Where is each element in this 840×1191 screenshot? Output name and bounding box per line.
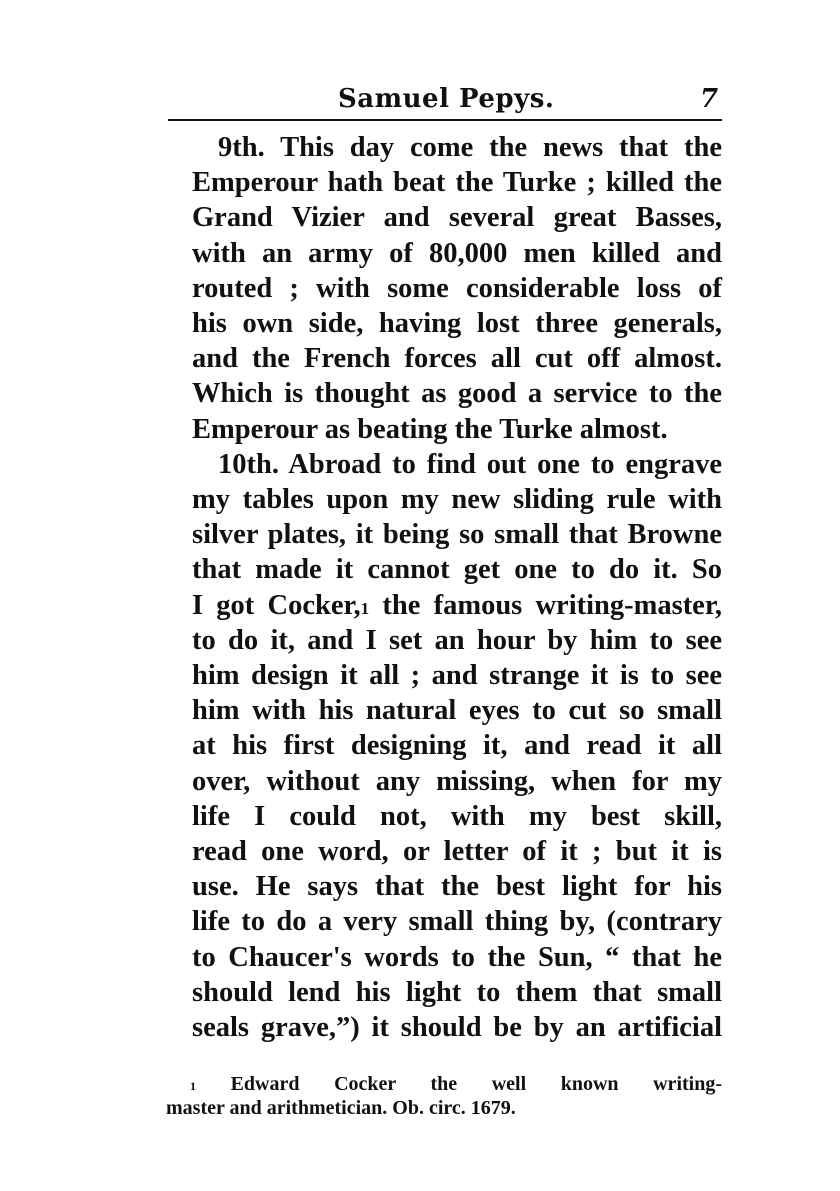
text-line: use. He says that the best light for his: [192, 871, 722, 903]
text-line: read one word, or letter of it ; but it is: [192, 836, 722, 868]
header-rule: [168, 119, 722, 121]
text-line: and the French forces all cut off almost.: [192, 343, 722, 375]
text-line: Grand Vizier and several great Basses,: [192, 202, 722, 234]
text-line: Emperour hath beat the Turke ; killed the: [192, 167, 722, 199]
text-line: should lend his light to them that small: [192, 976, 722, 1008]
text-line: to do it, and I set an hour by him to see: [192, 624, 722, 656]
text-line: him with his natural eyes to cut so small: [192, 695, 722, 727]
text-line: Emperour as beating the Turke almost.: [192, 413, 668, 445]
text-line: seals grave,”) it should be by an artificial: [192, 1012, 722, 1044]
text-line: routed ; with some considerable loss of: [192, 272, 722, 304]
text-fragment: I got Cocker,: [192, 589, 361, 621]
footnote-reference: 1: [360, 598, 370, 618]
body-text: [166, 130, 722, 1045]
text-line: at his first designing it, and read it all: [192, 730, 722, 762]
text-line: life I could not, with my best skill,: [192, 800, 722, 832]
text-line: to Chaucer's words to the Sun, “ that he: [192, 941, 722, 973]
page-number: 7: [700, 84, 719, 114]
footnote: [166, 1072, 722, 1120]
footnote-mark: 1: [190, 1079, 196, 1093]
paragraph-9th: [166, 130, 722, 447]
text-line: Which is thought as good a service to the: [192, 378, 722, 410]
footnote-text: Edward Cocker the well known writing-: [230, 1073, 722, 1095]
paragraph-10th: [166, 447, 722, 1045]
text-line: silver plates, it being so small that Browne: [192, 519, 722, 551]
text-line-with-footnote: [166, 588, 722, 623]
text-line: 9th. This day come the news that the: [218, 132, 722, 163]
running-head-title: Samuel Pepys.: [338, 84, 555, 114]
footnote-line: master and arithmetician. Ob. circ. 1679.: [166, 1097, 516, 1119]
text-line: him design it all ; and strange it is to see: [192, 660, 722, 692]
text-line: over, without any missing, when for my: [192, 765, 722, 797]
text-line: 10th. Abroad to find out one to engrave: [218, 448, 722, 480]
text-line: my tables upon my new sliding rule with: [192, 484, 722, 516]
text-line: his own side, having lost three generals,: [192, 308, 722, 340]
text-line: that made it cannot get one to do it. So: [192, 554, 722, 586]
footnote-line: [166, 1072, 722, 1096]
text-line: with an army of 80,000 men killed and: [192, 237, 722, 269]
text-line: life to do a very small thing by, (contrary: [192, 906, 722, 938]
text-fragment: the famous writing-master,: [369, 589, 722, 621]
